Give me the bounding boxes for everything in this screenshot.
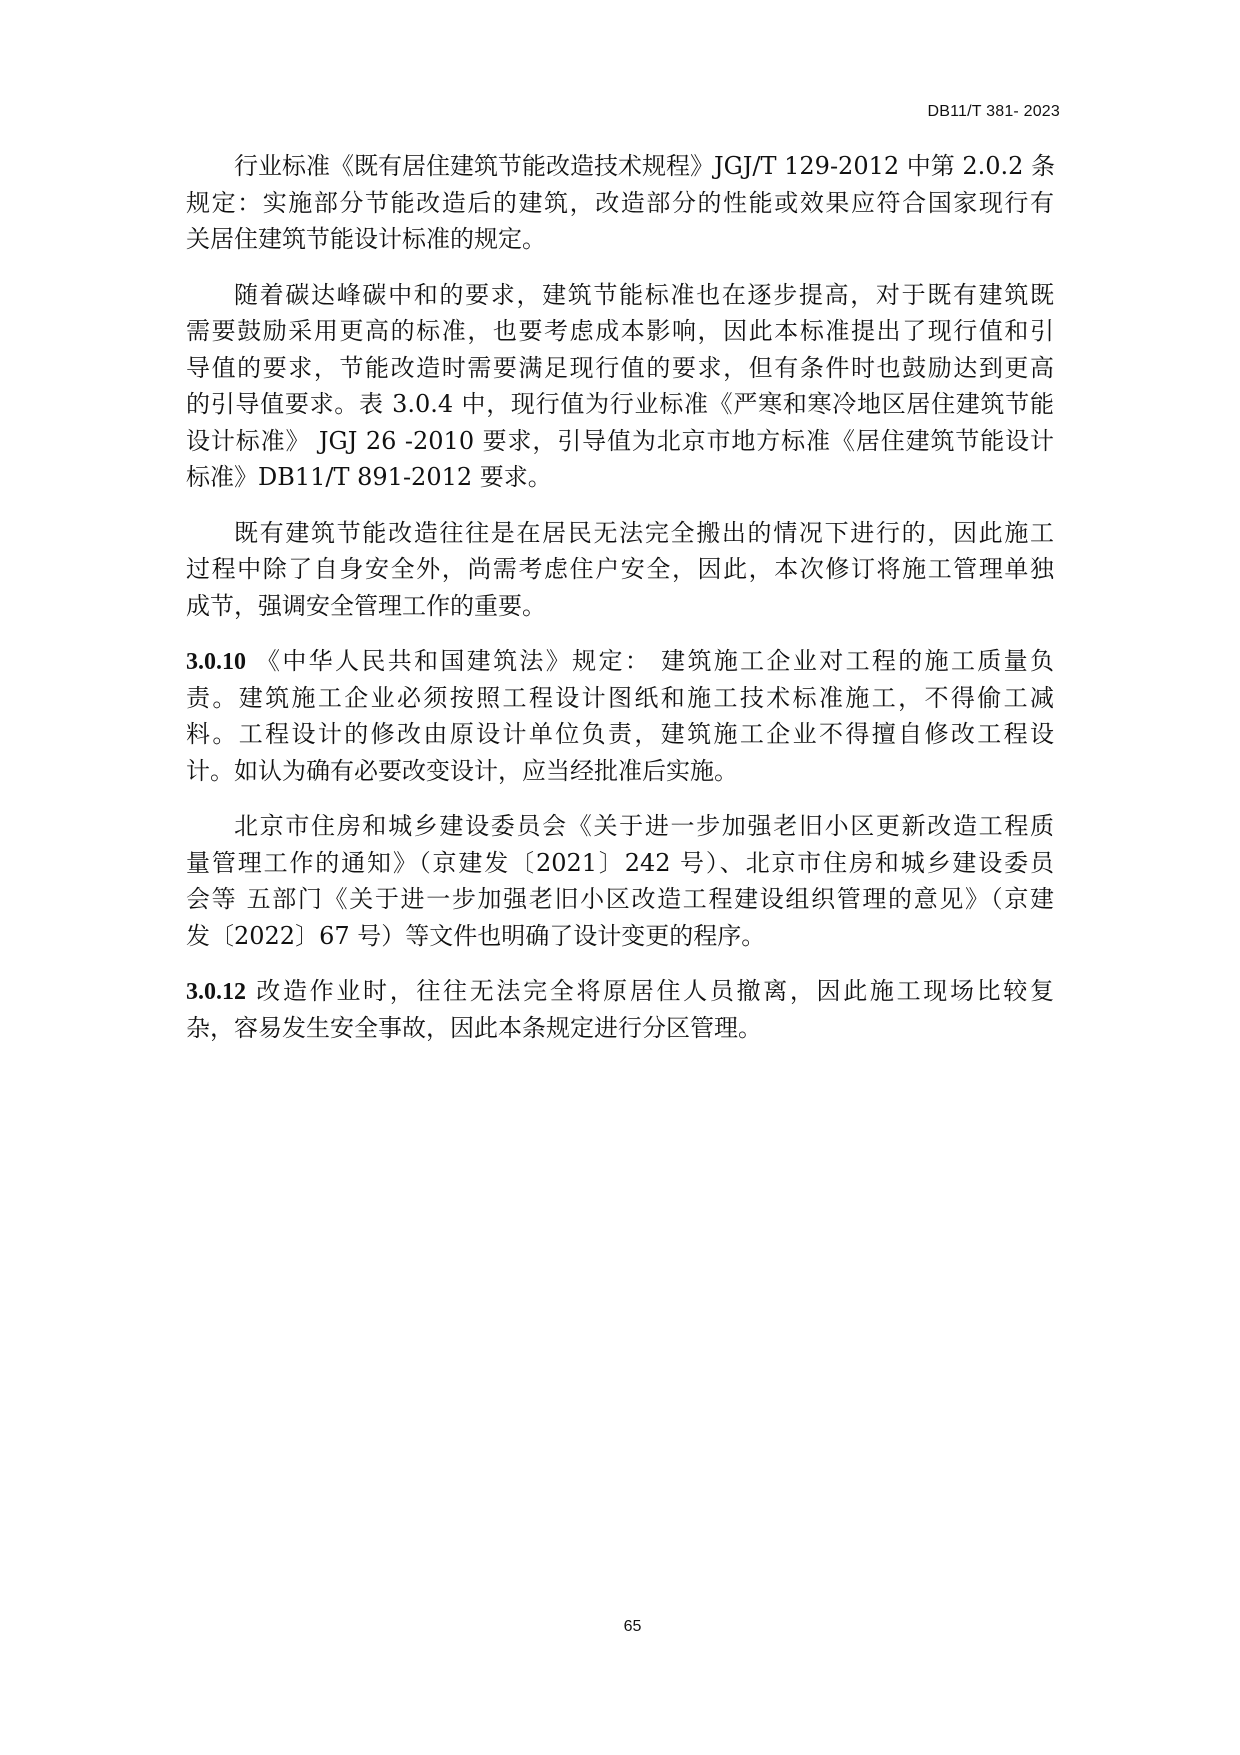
text-line: 北京市住房和城乡建设委员会《关于进一步加强老旧小区更新改造工程质 — [234, 812, 1054, 840]
text-line: 杂，容易发生安全事故，因此本条规定进行分区管理。 — [186, 1013, 762, 1042]
text-line: 计。如认为确有必要改变设计，应当经批准后实施。 — [186, 756, 738, 785]
paragraph-jgj-129 — [186, 148, 1054, 258]
text-line: 关居住建筑节能设计标准的规定。 — [186, 225, 546, 253]
clause-number: 3.0.12 — [186, 979, 246, 1005]
clause-text: 《中华人民共和国建筑法》规定： 建筑施工企业对工程的施工质量负 — [246, 647, 1054, 675]
text-line: 的引导值要求。表 3.0.4 中，现行值为行业标准《严寒和寒冷地区居住建筑节能 — [186, 390, 1054, 418]
text-line: 标准》DB11/T 891-2012 要求。 — [186, 463, 552, 491]
document-body — [186, 148, 1054, 1065]
clause-3-0-10 — [186, 643, 1054, 789]
clause-number: 3.0.10 — [186, 649, 246, 675]
text-line — [186, 643, 1054, 680]
text-line: 设计标准》 JGJ 26 -2010 要求，引导值为北京市地方标准《居住建筑节能设计 — [186, 426, 1054, 455]
clause-text: 改造作业时，往往无法完全将原居住人员撤离，因此施工现场比较复 — [246, 977, 1054, 1005]
text-line: 料。工程设计的修改由原设计单位负责，建筑施工企业不得擅自修改工程设 — [186, 720, 1054, 748]
text-line: 随着碳达峰碳中和的要求，建筑节能标准也在逐步提高，对于既有建筑既 — [234, 280, 1054, 309]
paragraph-beijing-notices — [186, 808, 1054, 954]
text-line: 成节，强调安全管理工作的重要。 — [186, 591, 546, 620]
text-line — [186, 973, 1054, 1010]
text-line: 需要鼓励采用更高的标准，也要考虑成本影响，因此本标准提出了现行值和引 — [186, 317, 1054, 345]
text-line: 会等 五部门《关于进一步加强老旧小区改造工程建设组织管理的意见》（京建 — [186, 885, 1054, 913]
text-line: 规定：实施部分节能改造后的建筑，改造部分的性能或效果应符合国家现行有 — [186, 188, 1054, 217]
page-number: 65 — [623, 1618, 642, 1635]
paragraph-carbon-peak — [186, 277, 1054, 496]
text-line: 导值的要求，节能改造时需要满足现行值的要求，但有条件时也鼓励达到更高 — [186, 353, 1054, 382]
text-line: 责。建筑施工企业必须按照工程设计图纸和施工技术标准施工，不得偷工减 — [186, 683, 1054, 712]
text-line: 行业标准《既有居住建筑节能改造技术规程》JGJ/T 129-2012 中第 2.0.2 条 — [234, 152, 1056, 180]
clause-3-0-12 — [186, 973, 1054, 1046]
paragraph-construction-safety — [186, 515, 1054, 625]
text-line: 过程中除了自身安全外，尚需考虑住户安全，因此，本次修订将施工管理单独 — [186, 555, 1054, 583]
standard-code-header: DB11/T 381- 2023 — [927, 103, 1060, 120]
text-line: 发〔2022〕67 号）等文件也明确了设计变更的程序。 — [186, 921, 766, 950]
text-line: 量管理工作的通知》（京建发〔2021〕242 号）、北京市住房和城乡建设委员 — [186, 848, 1054, 877]
text-line: 既有建筑节能改造往往是在居民无法完全搬出的情况下进行的，因此施工 — [234, 518, 1054, 547]
